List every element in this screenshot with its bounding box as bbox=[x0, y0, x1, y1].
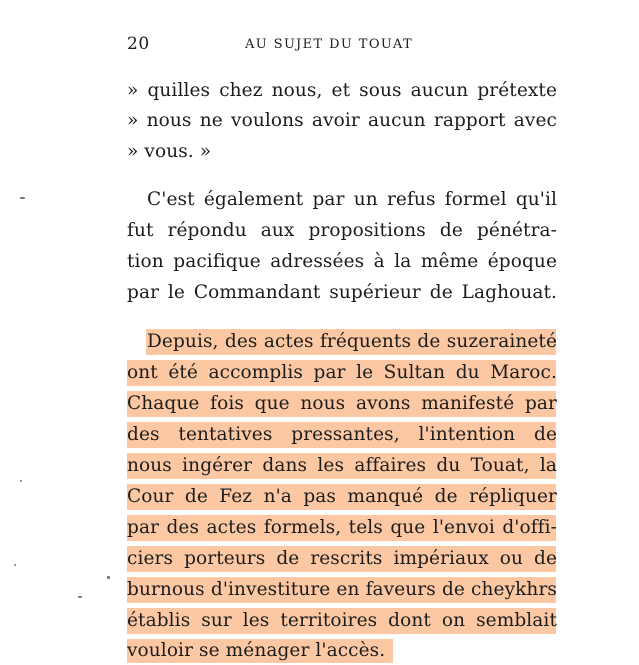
scan-speck bbox=[107, 576, 110, 579]
highlighted-paragraph-line: Chaque fois que nous avons manifesté par bbox=[127, 393, 557, 414]
scan-speck bbox=[20, 480, 22, 482]
highlighted-paragraph-line: Depuis, des actes fréquents de suzeraineté bbox=[147, 331, 557, 352]
highlighted-paragraph-line: établis sur les territoires dont on semblait bbox=[127, 610, 557, 631]
scan-speck bbox=[20, 197, 25, 199]
highlighted-paragraph-line: burnous d'investiture en faveurs de cheykhrs bbox=[127, 579, 557, 600]
paragraph-line: fut répondu aux propositions de pénétra- bbox=[127, 220, 557, 241]
highlighted-paragraph-line: des tentatives pressantes, l'intention de bbox=[127, 424, 557, 445]
running-title: AU SUJET DU TOUAT bbox=[245, 37, 414, 52]
quote-line: » quilles chez nous, et sous aucun prétexte bbox=[127, 80, 557, 101]
highlighted-paragraph-line: vouloir se ménager l'accès. bbox=[127, 640, 386, 661]
paragraph-line: tion pacifique adressées à la même époque bbox=[127, 251, 557, 272]
highlighted-paragraph-line: par des actes formels, tels que l'envoi d'offi- bbox=[127, 517, 557, 538]
paragraph-line: C'est également par un refus formel qu'il bbox=[147, 189, 557, 210]
highlighted-paragraph-line: ont été accomplis par le Sultan du Maroc. bbox=[127, 362, 557, 383]
paragraph-line: par le Commandant supérieur de Laghouat. bbox=[127, 282, 557, 303]
scan-speck bbox=[14, 564, 16, 566]
page-number: 20 bbox=[127, 34, 150, 54]
scan-speck bbox=[78, 596, 82, 598]
highlighted-paragraph-line: ciers porteurs de rescrits impériaux ou de bbox=[127, 548, 557, 569]
highlighted-paragraph-line: nous ingérer dans les affaires du Touat, la bbox=[127, 455, 557, 476]
quote-line: » nous ne voulons avoir aucun rapport avec bbox=[127, 110, 557, 131]
page-header bbox=[0, 34, 639, 58]
highlighted-paragraph-line: Cour de Fez n'a pas manqué de répliquer bbox=[127, 486, 557, 507]
quote-line: » vous. » bbox=[127, 141, 212, 162]
